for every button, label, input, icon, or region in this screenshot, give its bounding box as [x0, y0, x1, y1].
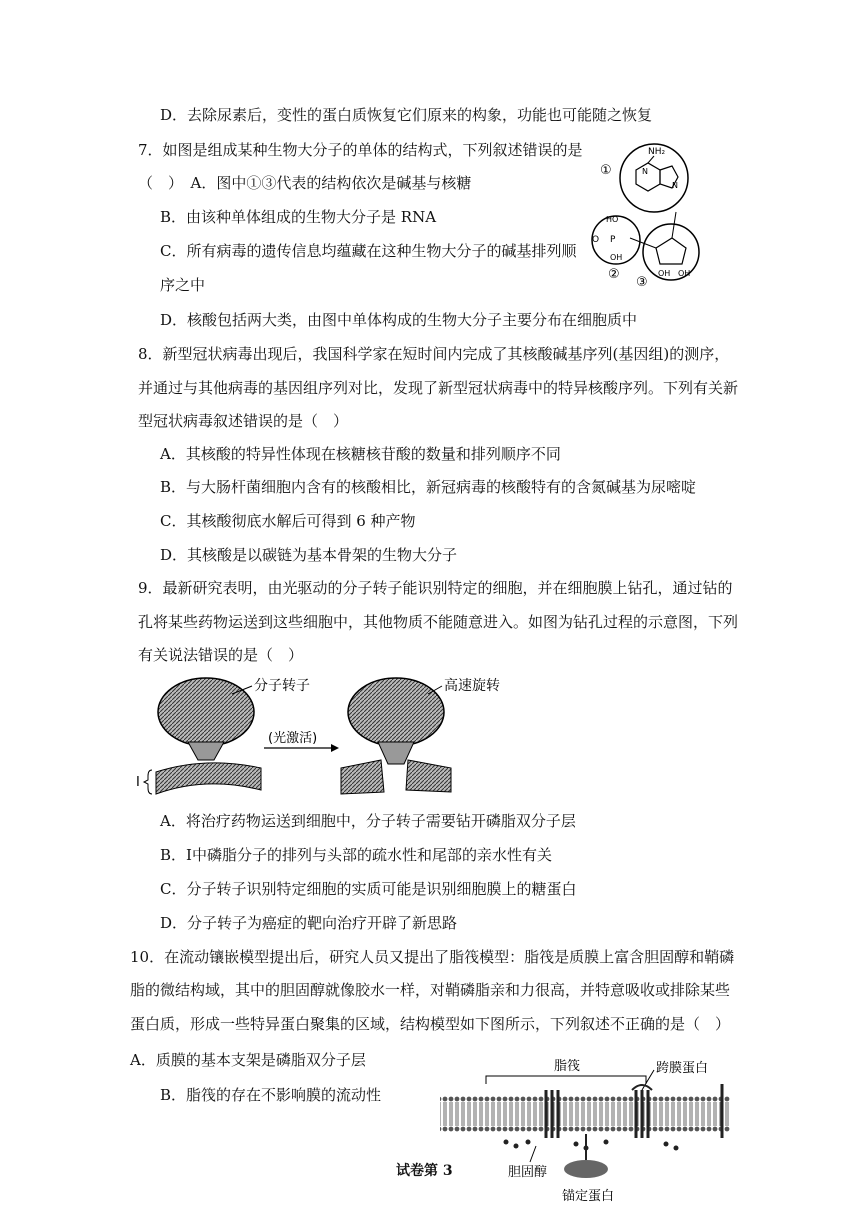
q9-stem-3: 有关说法错误的是（ ） [138, 646, 304, 664]
nh2-label: NH₂ [648, 147, 666, 157]
oh-p-label: OH [610, 253, 623, 262]
q9-option-d: D．分子转子为癌症的靶向治疗开辟了新思路 [160, 914, 458, 932]
spin-label: 高速旋转 [444, 678, 500, 694]
q7-option-c: C．所有病毒的遗传信息均蕴藏在这种生物大分子的碱基排列顺 [160, 242, 577, 260]
q8-stem-1: 8．新型冠状病毒出现后，我国科学家在短时间内完成了其核酸碱基序列(基因组)的测序， [138, 345, 730, 363]
q10-stem-2: 脂的微结构域，其中的胆固醇就像胶水一样，对鞘磷脂亲和力很高，并特意吸收或排除某些 [130, 981, 731, 999]
q9-stem-1: 9．最新研究表明，由光驱动的分子转子能识别特定的细胞，并在细胞膜上钻孔，通过钻的 [138, 579, 733, 597]
q7-stem: 7．如图是组成某种生物大分子的单体的结构式，下列叙述错误的是 [138, 141, 583, 159]
lipid-raft-figure [436, 1054, 736, 1204]
q10-option-b: B．脂筏的存在不影响膜的流动性 [160, 1086, 382, 1104]
q8-option-a: A．其核酸的特异性体现在核糖核苷酸的数量和排列顺序不同 [160, 445, 561, 463]
q8-option-b: B．与大肠杆菌细胞内含有的核酸相比，新冠病毒的核酸特有的含氮碱基为尿嘧啶 [160, 478, 697, 496]
q9-stem-2: 孔将某些药物运送到这些细胞中，其他物质不能随意进入。如图为钻孔过程的示意图，下列 [138, 613, 739, 631]
membrane-right-b [406, 760, 451, 792]
p-label: P [610, 235, 616, 245]
q7-option-a: （ ） A．图中①③代表的结构依次是碱基与核糖 [138, 174, 472, 192]
q6-option-d: D．去除尿素后，变性的蛋白质恢复它们原来的构象，功能也可能随之恢复 [160, 106, 653, 124]
oh-label: OH [678, 269, 691, 278]
transmembrane-label: 跨膜蛋白 [656, 1061, 709, 1076]
anchor-label: 锚定蛋白 [562, 1189, 615, 1204]
q10-option-a: A．质膜的基本支架是磷脂双分子层 [130, 1051, 366, 1069]
rotor-figure [136, 672, 536, 802]
q7-option-d: D．核酸包括两大类，由图中单体构成的生物大分子主要分布在细胞质中 [160, 311, 638, 329]
anchor-protein [564, 1160, 608, 1178]
nucleotide-figure [586, 140, 716, 290]
q8-stem-3: 型冠状病毒叙述错误的是（ ） [138, 412, 349, 430]
q10-stem-3: 蛋白质，形成一些特异蛋白聚集的区域，结构模型如下图所示，下列叙述不正确的是（ ） [130, 1015, 731, 1033]
q7-option-c-cont: 序之中 [160, 276, 206, 294]
q8-option-d: D．其核酸是以碳链为基本骨架的生物大分子 [160, 546, 458, 564]
label-2: ② [608, 267, 620, 282]
q7-option-b: B．由该种单体组成的生物大分子是 RNA [160, 208, 437, 226]
membrane-right-a [341, 760, 384, 794]
light-label: (光激活) [268, 731, 318, 746]
q9-option-a: A．将治疗药物运送到细胞中，分子转子需要钻开磷脂双分子层 [160, 812, 576, 830]
o-label: O [592, 235, 600, 245]
page-footer: 试卷第 3 [396, 1163, 453, 1179]
rotor-left [158, 678, 254, 746]
n-label: N [642, 167, 648, 176]
cholesterol-label: 胆固醇 [508, 1165, 548, 1180]
membrane-left [156, 763, 261, 794]
q9-option-b: B．I中磷脂分子的排列与头部的疏水性和尾部的亲水性有关 [160, 846, 552, 864]
raft-label: 脂筏 [554, 1059, 581, 1074]
q9-option-c: C．分子转子识别特定细胞的实质可能是识别细胞膜上的糖蛋白 [160, 880, 577, 898]
label-1: ① [600, 163, 612, 178]
q8-option-c: C．其核酸彻底水解后可得到 6 种产物 [160, 512, 416, 530]
rotor-label: 分子转子 [254, 678, 310, 694]
q10-stem-1: 10．在流动镶嵌模型提出后，研究人员又提出了脂筏模型：脂筏是质膜上富含胆固醇和鞘磷 [130, 948, 735, 966]
label-3: ③ [636, 275, 648, 290]
layer-label: I [136, 775, 140, 790]
rotor-right [348, 678, 444, 746]
n-label: N [672, 181, 678, 190]
oh-label: OH [658, 269, 671, 278]
ho-label: HO [606, 215, 619, 224]
q8-stem-2: 并通过与其他病毒的基因组序列对比，发现了新型冠状病毒中的特异核酸序列。下列有关新 [138, 379, 739, 397]
